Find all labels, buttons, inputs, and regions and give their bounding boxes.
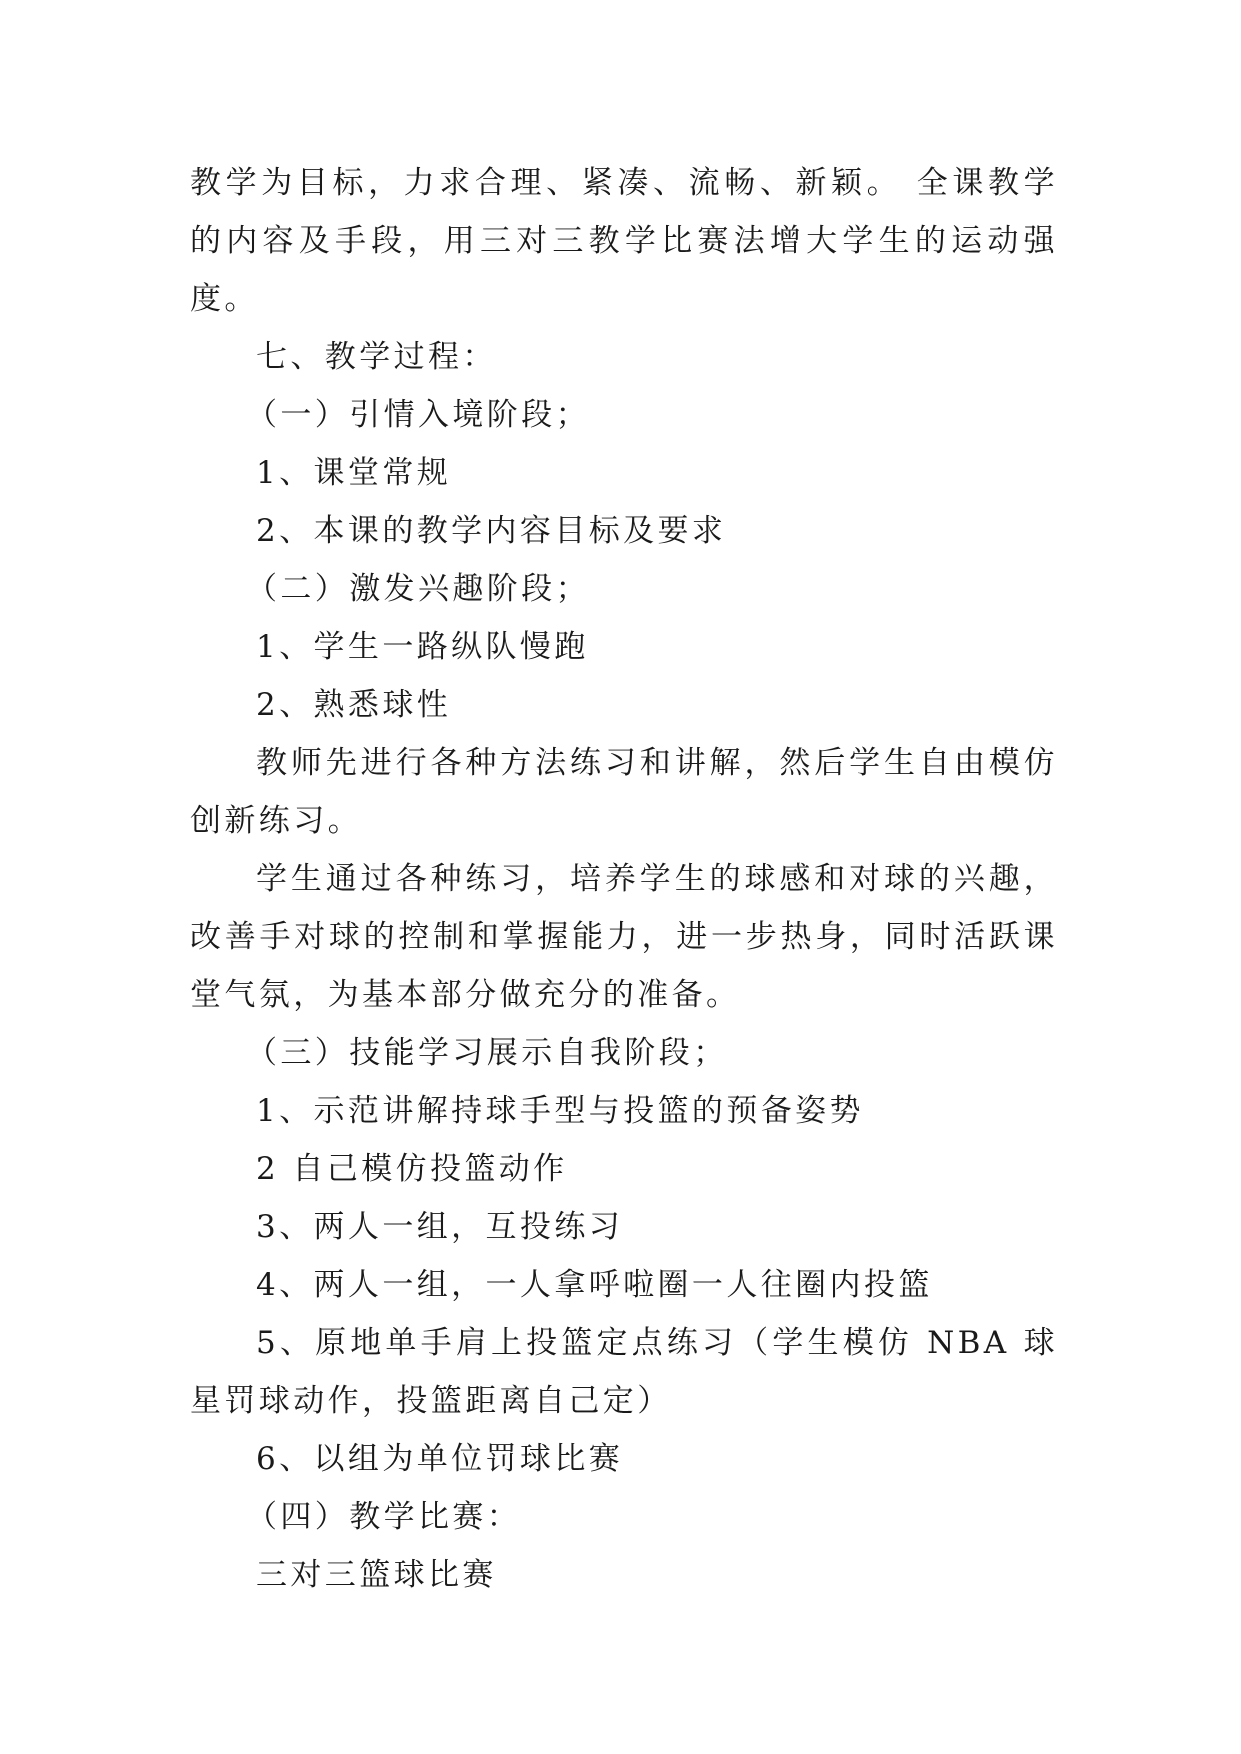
stage-heading-1: （一）引情入境阶段； xyxy=(246,397,590,433)
stage-heading-3: （三）技能学习展示自我阶段； xyxy=(246,1035,728,1071)
list-item: 5、原地单手肩上投篮定点练习（学生模仿 NBA 球星罚球动作，投篮距离自己定） xyxy=(190,1325,1058,1419)
list-item: 2 自己模仿投篮动作 xyxy=(256,1151,568,1187)
intro-paragraph: 教学为目标，力求合理、紧凑、流畅、新颖。 全课教学的内容及手段，用三对三教学比赛法增大学生的运动强度。 xyxy=(190,165,1058,317)
list-item: 1、学生一路纵队慢跑 xyxy=(256,629,589,665)
list-item: 三对三篮球比赛 xyxy=(256,1557,497,1593)
list-item: 1、课堂常规 xyxy=(256,455,452,491)
list-item: 4、两人一组，一人拿呼啦圈一人往圈内投篮 xyxy=(256,1267,933,1303)
list-item: 2、熟悉球性 xyxy=(256,687,452,723)
body-paragraph: 教师先进行各种方法练习和讲解，然后学生自由模仿创新练习。 xyxy=(190,745,1058,839)
document-body xyxy=(190,154,1058,1604)
stage-heading-4: （四）教学比赛： xyxy=(246,1499,522,1535)
list-item: 3、两人一组，互投练习 xyxy=(256,1209,624,1245)
list-item: 6、以组为单位罚球比赛 xyxy=(256,1441,624,1477)
list-item: 2、本课的教学内容目标及要求 xyxy=(256,513,727,549)
stage-heading-2: （二）激发兴趣阶段； xyxy=(246,571,590,607)
list-item: 1、示范讲解持球手型与投篮的预备姿势 xyxy=(256,1093,864,1129)
section-heading-teaching-process: 七、教学过程： xyxy=(256,339,497,375)
body-paragraph: 学生通过各种练习，培养学生的球感和对球的兴趣，改善手对球的控制和掌握能力，进一步热身，同时活跃课堂气氛，为基本部分做充分的准备。 xyxy=(190,861,1058,1013)
